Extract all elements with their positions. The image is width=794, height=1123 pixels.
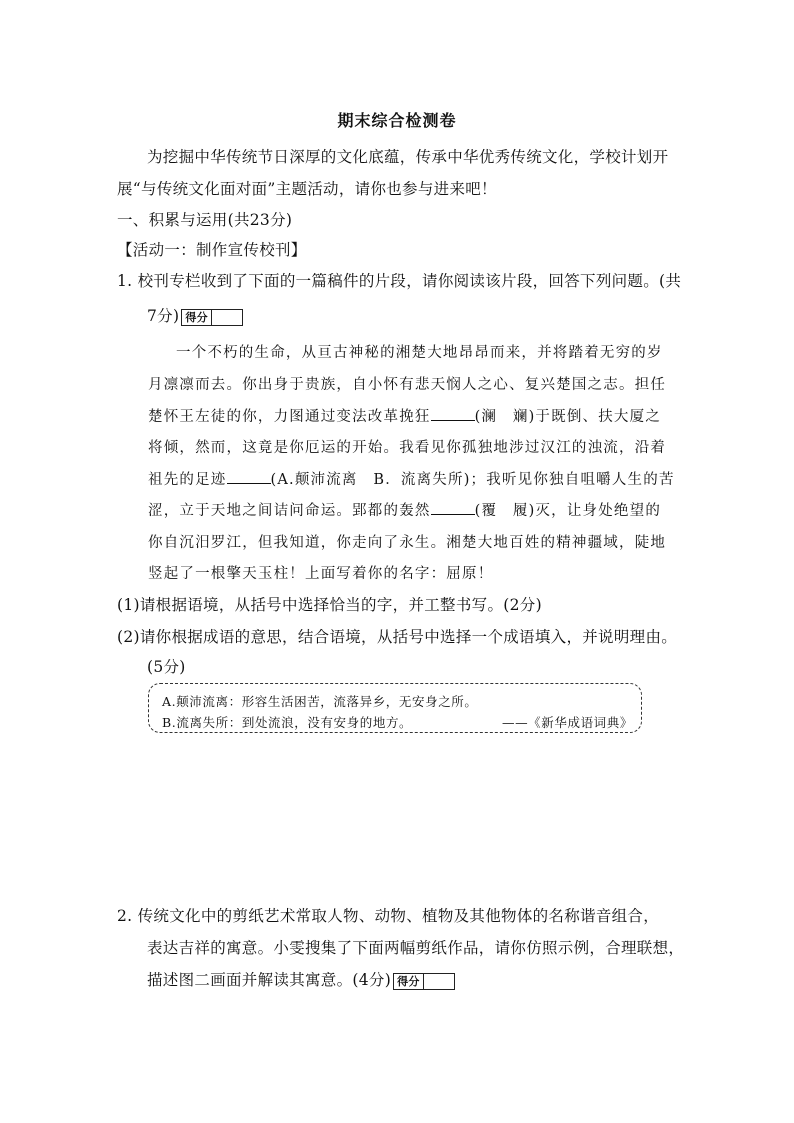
passage-line (148, 405, 661, 426)
intro-line-1: 为挖掘中华传统节日深厚的文化底蕴，传承中华优秀传统文化，学校计划开 (147, 148, 669, 166)
question-2-line-1: 2. 传统文化中的剪纸艺术常取人物、动物、植物及其他物体的名称谐音组合， (117, 907, 660, 925)
sub-question-1: (1)请根据语境，从括号中选择恰当的字，并工整书写。(2分) (117, 596, 542, 614)
passage-text: (A.颠沛流离 B．流离失所)；我听见你独自咀嚼人生的苦 (270, 472, 675, 488)
answer-blank[interactable] (431, 407, 475, 421)
dictionary-entry-b: B.流离失所：到处流浪，没有安身的地方。 (162, 715, 413, 730)
score-blank[interactable] (212, 310, 242, 325)
passage-line: 一个不朽的生命，从亘古神秘的湘楚大地昂昂而来，并将踏着无穷的岁 (176, 345, 663, 361)
passage-line: 竖起了一根擎天玉柱！上面写着你的名字：屈原！ (148, 566, 494, 582)
page-title: 期末综合检测卷 (337, 111, 457, 130)
intro-line-2: 展“与传统文化面对面”主题活动，请你也参与进来吧！ (117, 180, 497, 198)
passage-line: 月凛凛而去。你出身于贵族，自小怀有悲天悯人之心、复兴楚国之志。担任 (148, 377, 667, 393)
question-2-line-2: 表达吉祥的寓意。小雯搜集了下面两幅剪纸作品，请你仿照示例，合理联想， (147, 939, 685, 957)
score-blank[interactable] (424, 974, 454, 989)
passage-line: 将倾，然而，这竟是你厄运的开始。我看见你孤独地涉过汉江的浊流，沿着 (148, 440, 667, 456)
section-heading: 一、积累与运用(共23分) (117, 211, 293, 229)
answer-blank[interactable] (227, 470, 271, 484)
score-label: 得分 (182, 310, 212, 325)
passage-text: 祖先的足迹 (148, 472, 227, 488)
passage-text: (澜 斓)于既倒、扶大厦之 (474, 409, 662, 425)
question-2-line-3-text: 描述图二画面并解读其寓意。(4分) (147, 971, 392, 989)
question-1-stem: 1. 校刊专栏收到了下面的一篇稿件的片段，请你阅读该片段，回答下列问题。(共 (117, 272, 682, 290)
passage-line (148, 499, 661, 520)
question-1-points-text: 7分) (147, 307, 180, 325)
sub-question-2-points: (5分) (147, 658, 186, 676)
dictionary-entry-a: A.颠沛流离：形容生活困苦，流落异乡，无安身之所。 (162, 694, 478, 709)
score-label: 得分 (394, 974, 424, 989)
sub-question-2: (2)请你根据成语的意思，结合语境，从括号中选择一个成语填入，并说明理由。 (117, 628, 678, 646)
answer-blank[interactable] (431, 501, 475, 515)
activity-heading: 【活动一：制作宣传校刊】 (117, 241, 307, 259)
dictionary-source: ——《新华成语词典》 (501, 715, 633, 730)
answer-space[interactable] (117, 745, 677, 895)
question-2-line-3 (147, 968, 455, 990)
passage-text: (覆 履)灭，让身处绝望的 (474, 503, 662, 519)
dictionary-box (148, 683, 642, 733)
passage-text: 涩，立于天地之间诘问命运。郢都的轰然 (148, 503, 431, 519)
passage-line: 你自沉汨罗江，但我知道，你走向了永生。湘楚大地百姓的精神疆域，陡地 (148, 535, 667, 551)
question-1-points (147, 304, 243, 326)
passage-line (148, 468, 675, 489)
score-box (393, 973, 455, 990)
score-box (181, 309, 243, 326)
passage-text: 楚怀王左徒的你，力图通过变法改革挽狂 (148, 409, 431, 425)
